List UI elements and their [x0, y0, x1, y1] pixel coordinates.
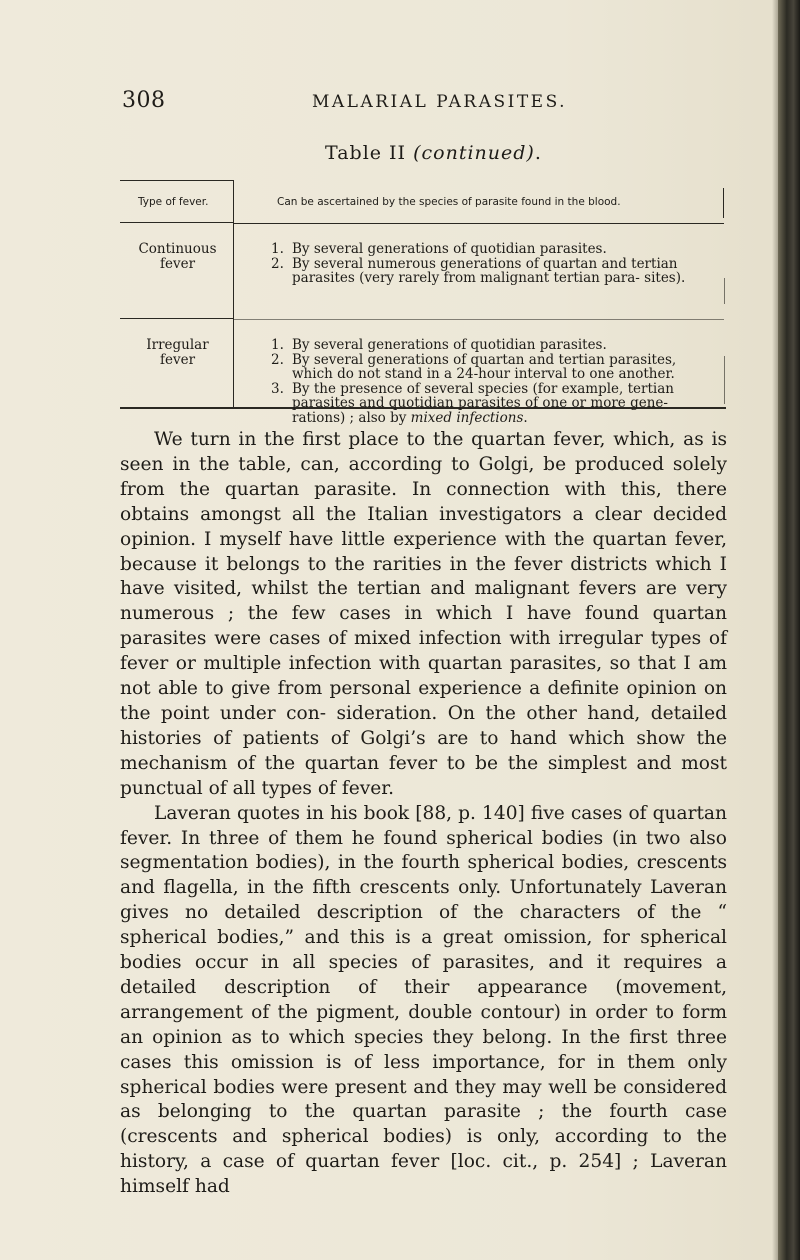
book-binding-edge — [778, 0, 800, 1260]
item-text: By several generations of quotidian parasites. — [292, 241, 607, 257]
item-text: By the presence of several species (for example, tertian parasites and quotidian parasites of one or more gene- rations) ; also by — [292, 380, 674, 426]
item-text: By several generations of quotidian parasites. — [292, 337, 607, 353]
table-right-rule-bottom — [724, 356, 725, 404]
header-bottom-rule-right — [233, 223, 724, 224]
column-header-species: Can be ascertained by the species of parasite found in the blood. — [277, 196, 621, 208]
row-divider-rule-right — [233, 319, 724, 320]
body-text — [120, 428, 727, 1200]
row-label-line1: Continuous — [138, 241, 217, 257]
row-label-line2: fever — [159, 352, 196, 368]
table-top-rule — [120, 180, 233, 181]
table-right-rule-lower — [724, 278, 725, 304]
caption-italic: (continued) — [413, 142, 535, 164]
paragraph-quartan: We turn in the first place to the quartan fever, which, as is seen in the table, can, according to Golgi, be produced solely from the quartan parasite. In connection with this, there obtains amongst all the Italian investigators a clear decided opinion. I myself have little experience with the quartan fever, because it belongs to the rarities in the fever districts which I have visited, whilst the tertian and malignant fevers are very numerous ; the few cases in which I have found quartan parasites were cases of mixed infection with irregular types of fever or multiple infection with quartan parasites, so that I am not able to give from personal experience a definite opinion on the point under con- sideration. On the other hand, detailed histories of patients of Golgi’s are to hand which show the mechanism of the quartan fever to be the simplest and most punctual of all types of fever. — [120, 429, 727, 799]
row-label-line2: fever — [159, 256, 196, 272]
list-item — [271, 382, 711, 426]
column-header-type: Type of fever. — [138, 196, 209, 208]
item-number: 2. — [271, 255, 284, 272]
item-end: . — [523, 409, 528, 426]
table-column-rule — [233, 180, 234, 408]
item-number: 2. — [271, 351, 284, 368]
row-divider-rule — [120, 318, 233, 319]
fever-table — [120, 180, 726, 426]
header-bottom-rule — [120, 222, 233, 223]
caption-prefix: Table II — [325, 142, 414, 164]
caption-suffix: . — [534, 142, 542, 164]
item-number: 1. — [271, 337, 284, 353]
row-label-irregular — [120, 338, 235, 368]
table-right-rule-upper — [723, 188, 724, 218]
item-italic-text: mixed infections — [410, 409, 524, 426]
list-item — [271, 257, 711, 286]
item-number: 1. — [271, 241, 284, 257]
paragraph-laveran: Laveran quotes in his book [88, p. 140] five cases of quartan fever. In three of them he found spherical bodies (in two also segmentation bodies), in the fourth spherical bodies, crescents and flagella, in the fifth crescents only. Unfortunately Laveran gives no detailed description of the characters of the “ spherical bodies,” and this is a great omission, for spherical bodies occur in all species of parasites, and it requires a detailed description of their appearance (movement, arrangement of the pigment, double contour) in order to form an opinion as to which species they belong. In the first three cases this omission is of less importance, for in them only spherical bodies were present and they may well be considered as belonging to the quartan parasite ; the fourth case (crescents and spherical bodies) is only, according to the history, a case of quartan fever [loc. cit., p. 254] ; Laveran himself had — [120, 802, 727, 1198]
table-caption — [325, 142, 542, 164]
row-items-irregular — [271, 338, 711, 426]
item-text: By several numerous generations of quartan and tertian parasites (very rarely from malignant tertian para- sites). — [292, 255, 686, 287]
running-title: MALARIAL PARASITES. — [312, 92, 568, 112]
row-label-continuous — [120, 242, 235, 272]
list-item — [271, 353, 711, 382]
row-label-line1: Irregular — [146, 337, 209, 353]
page-number: 308 — [122, 88, 166, 113]
item-text: By several generations of quartan and tertian parasites, which do not stand in a 24-hour interval to one another. — [292, 351, 677, 383]
list-item — [271, 338, 711, 353]
row-items-continuous — [271, 242, 711, 286]
list-item — [271, 242, 711, 257]
item-number: 3. — [271, 380, 284, 397]
